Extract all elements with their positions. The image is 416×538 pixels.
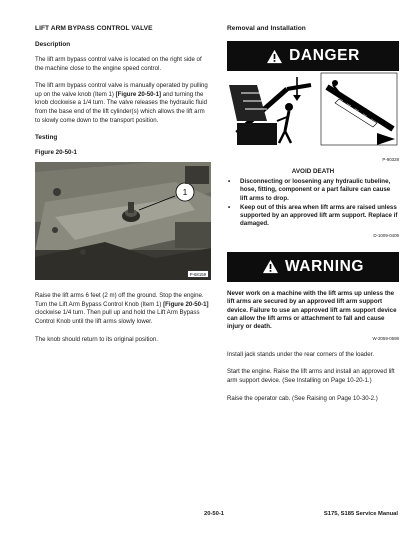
figure-ref-tag: P-68159: [187, 270, 209, 278]
danger-illustration: [227, 71, 399, 155]
crush-hazard-illustration: [227, 71, 399, 155]
testing-text-a: Raise the lift arms 6 feet (2 m) off the ground. Stop the engine. Turn the Lift Arm Bypass Control Knob (Item 1): [35, 292, 204, 308]
description-text-b: and turning the knob clockwise a 1/4 turn. The valve releases the hydraulic fluid from the base end of the lift cylinder(s) which allows the lift arm to slowly come down to the transport position.: [35, 90, 207, 124]
figure-reference[interactable]: [Figure 20-50-1]: [115, 90, 162, 98]
testing-paragraph-2: The knob should return to its original position.: [35, 335, 158, 343]
warning-word: WARNING: [284, 257, 365, 275]
valve-photo-illustration: [35, 162, 211, 280]
figure-label: Figure 20-50-1: [35, 149, 77, 157]
testing-heading: Testing: [35, 134, 58, 142]
danger-bullet-1: • Disconnecting or loosening any hydraulic tubeline, hose, fitting, component or a part failure can cause lift arms to drop.: [227, 178, 399, 203]
warning-code: W-2059-0598: [372, 335, 399, 341]
figure-photo: [35, 162, 211, 280]
step-3: Raise the operator cab. (See Raising on Page 10-30-2.): [227, 394, 378, 402]
avoid-death-heading: AVOID DEATH: [291, 168, 335, 175]
danger-triangle-icon: [266, 49, 283, 64]
description-text-a: The lift arm bypass control valve is manually operated by pulling up on the valve knob (Item 1): [35, 82, 208, 98]
removal-title: Removal and Installation: [227, 25, 306, 32]
danger-code: D-1009-0409: [373, 232, 399, 238]
danger-banner: [227, 41, 399, 71]
danger-ref: P-90328: [382, 157, 399, 162]
step-2: Start the engine. Raise the lift arms and install an approved lift arm support device. (See Installing on Page 10-20-1.): [227, 368, 395, 384]
step-1: Install jack stands under the rear corners of the loader.: [227, 350, 375, 358]
footer-manual-title: S175, S185 Service Manual: [323, 511, 398, 517]
danger-word: DANGER: [289, 47, 360, 64]
callout-number: 1: [182, 188, 188, 198]
danger-bullets: [227, 178, 399, 229]
description-paragraph-1: The lift arm bypass control valve is located on the right side of the machine close to the engine speed control.: [35, 56, 202, 72]
figure-reference-2[interactable]: [Figure 20-50-1]: [163, 300, 209, 308]
footer-page-number: 20-50-1: [204, 511, 224, 517]
danger-bullet-2: • Keep out of this area when lift arms are raised unless supported by an approved lift arm support. Replace if damaged.: [227, 204, 399, 229]
warning-banner: [227, 252, 399, 282]
description-paragraph-2: [35, 82, 211, 125]
testing-text-b: clockwise 1/4 turn. Then pull up and hold the Lift Arm Bypass Control Knob until the lift arms slowly lower.: [35, 309, 200, 325]
warning-text: Never work on a machine with the lift arms up unless the lift arms are secured by an approved lift arm support device. Failure to use an approved lift arm support device can allow the lift arms or attachment to fall and cause injury or death.: [227, 289, 397, 331]
testing-paragraph-1: [35, 292, 211, 326]
right-column: [227, 25, 399, 412]
description-heading: Description: [35, 41, 71, 48]
warning-triangle-icon: [262, 259, 279, 274]
section-title: LIFT ARM BYPASS CONTROL VALVE: [35, 25, 153, 32]
left-column: [35, 25, 211, 353]
